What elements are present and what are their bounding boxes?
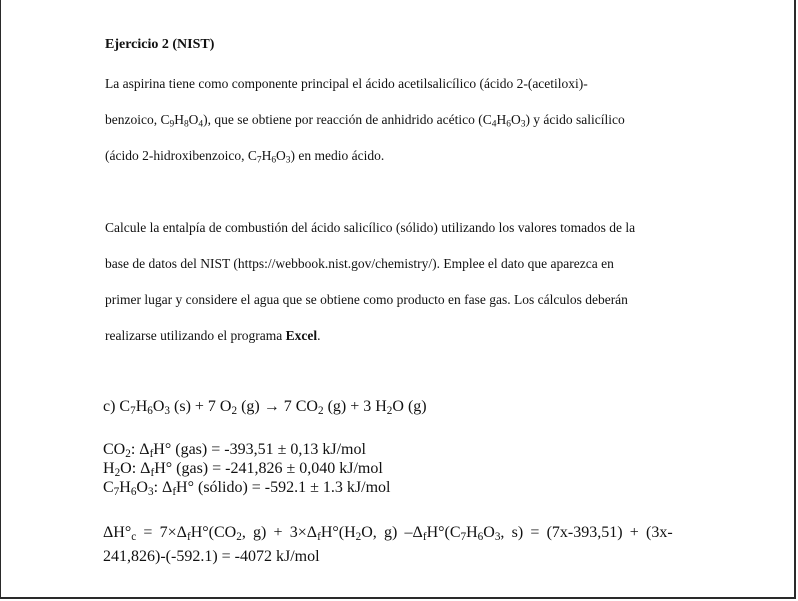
data-c7h6o3: $C_7H_6O_3$: $\Delta_fH^\circ$ (sólido) = -592.1 ± 1.3 kJ/mol (103, 479, 391, 498)
intro-line-1: La aspirina tiene como componente principal el ácido acetilsalicílico (ácido 2-(acetiloxi)- (105, 76, 588, 91)
task-line-4-end: . (317, 328, 321, 343)
document-body (105, 36, 737, 354)
data-h2o: $H_2O$: $\Delta_fH^\circ$ (gas) = -241,826 ± 0,040 kJ/mol (103, 460, 383, 479)
task-line-1: Calcule la entalpía de combustión del ácido salicílico (sólido) utilizando los valores tomados de la (105, 220, 636, 235)
enthalpy-result (103, 521, 735, 569)
exercise-title: Ejercicio 2 (NIST) (105, 37, 215, 52)
task-line-3: primer lugar y considere el agua que se obtiene como producto en fase gas. Los cálculos deberán (105, 292, 628, 307)
data-co2: $CO_2$: $\Delta_fH^\circ$ (gas) = -393,51 ± 0,13 kJ/mol (103, 441, 366, 460)
task-line-4-text: realizarse utilizando el programa (105, 328, 286, 343)
intro-paragraph (105, 66, 737, 174)
combustion-reaction: c) $C_7H_6O_3$ (s) + 7 $O_2$ (g) → 7 $CO_2$ (g) + 3 $H_2O$ (g) (103, 398, 427, 417)
result-line-1: $\Delta H^\circ_c = 7\times\Delta_fH^\circ(CO_2$, $g) + 3\times\Delta_fH^\circ(H_2O$, g) $-\Delta_fH^\circ(C_7H_6O_3$, s) = (7x-393,51) + (3x- (103, 524, 673, 543)
result-line-2: 241,826)-(-592.1) = -4072 kJ/mol (103, 548, 320, 565)
task-line-2: base de datos del NIST (https://webbook.nist.gov/chemistry/). Emplee el dato que aparezca en (105, 256, 614, 271)
nist-data-list (103, 440, 390, 497)
intro-line-2: benzoico, $C_9H_8O_4$), que se obtiene por reacción de anhidrido acético $(C_4H_6O_3)$ y ácido salicílico (105, 112, 625, 130)
intro-line-3: (ácido 2-hidroxibenzoico, $C_7H_6O_3$) en medio ácido. (105, 148, 385, 166)
task-paragraph (105, 210, 737, 354)
excel-keyword: Excel (285, 328, 318, 343)
task-line-4 (105, 318, 737, 354)
